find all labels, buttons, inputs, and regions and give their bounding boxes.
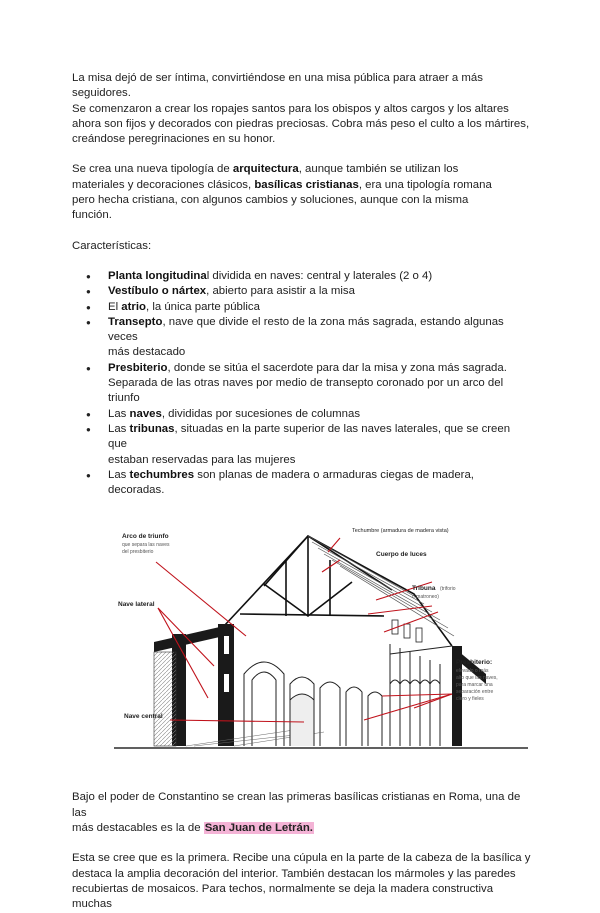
label-tribuna: Tribuna <box>412 585 436 593</box>
list-item: ● Las techumbres son planas de madera o armaduras ciegas de madera, decoradas. <box>72 468 532 499</box>
list-item: ● Las naves, divididas por sucesiones de columnas <box>72 407 532 422</box>
paragraph-constantino: Bajo el poder de Constantino se crean las primeras basílicas cristianas en Roma, una de las más destacables es la de San Juan de Letrán. <box>72 791 521 835</box>
svg-text:(triforio: (triforio <box>440 586 456 593</box>
basilica-diagram <box>114 524 534 760</box>
label-presbiterio: Presbiterio: <box>456 659 493 667</box>
svg-text:separación entre: separación entre <box>456 689 494 696</box>
label-nave-central: Nave central <box>124 713 163 721</box>
characteristics-list <box>72 269 532 498</box>
paragraph-architecture: Se crea una nueva tipología de arquitectura, aunque también se utilizan los materiales y decoraciones clásicos, basílicas cristianas, era una tipología romana pero hecha cristiana, con algunos cambios y soluciones, aunque con la misma función. <box>72 163 492 222</box>
paragraph-san-juan: Esta se cree que es la primera. Recibe una cúpula en la parte de la cabeza de la basílica y destaca la amplia decoración del interior. También destacan los mármoles y las paredes recubiertas de mosaicos. Para techos, normalmente se deja la madera constructiva muchas <box>72 852 531 911</box>
label-cuerpo-luces: Cuerpo de luces <box>376 551 427 559</box>
caracteristicas-heading: Características: <box>72 239 152 252</box>
list-item: ● Planta longitudinal dividida en naves: central y laterales (2 o 4) <box>72 269 532 284</box>
highlight-san-juan: San Juan de Letrán. <box>204 822 313 835</box>
list-item: ● Las tribunas, situadas en la parte superior de las naves laterales, que se creen que estaban reservadas para las mujeres <box>72 422 532 468</box>
svg-text:clero y fieles: clero y fieles <box>456 696 484 703</box>
svg-text:elevado o más: elevado o más <box>456 668 489 675</box>
svg-text:del presbiterio: del presbiterio <box>122 549 154 556</box>
label-techumbre: Techumbre (armadura de madera vista) <box>352 528 449 535</box>
list-item: ● Presbiterio, donde se sitúa el sacerdote para dar la misa y zona más sagrada. Separada de las otras naves por medio de transepto coronado por un arco del triunfo <box>72 361 532 407</box>
svg-text:alto que las naves,: alto que las naves, <box>456 675 498 682</box>
document-page <box>72 71 532 913</box>
svg-text:para marcar una: para marcar una <box>456 682 493 689</box>
basilica-drawing <box>114 524 534 760</box>
svg-text:que separa las naves: que separa las naves <box>122 542 170 549</box>
list-item: ● Transepto, nave que divide el resto de la zona más sagrada, estando algunas veces más destacado <box>72 315 532 361</box>
svg-text:o matroneo): o matroneo) <box>412 594 439 601</box>
label-arco-triunfo: Arco de triunfo <box>122 533 169 541</box>
label-nave-lateral: Nave lateral <box>118 601 155 609</box>
list-item: ● El atrio, la única parte pública <box>72 300 532 315</box>
list-item: ● Vestíbulo o nártex, abierto para asistir a la misa <box>72 284 532 299</box>
paragraph-intro: La misa dejó de ser íntima, convirtiéndose en una misa pública para atraer a más seguidores. Se comenzaron a crear los ropajes santos para los obispos y altos cargos y los altares ahora son fijos y decorados con piedras preciosas. Cobra más peso el culto a los mártires, creándose peregrinaciones en su honor. <box>72 72 530 146</box>
